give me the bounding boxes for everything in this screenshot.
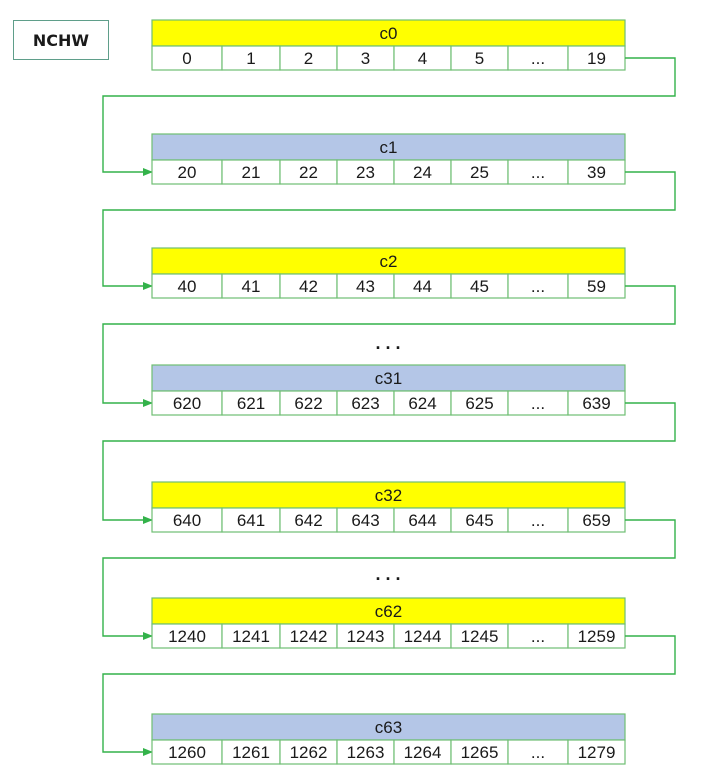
element-index: 3 — [360, 49, 371, 68]
element-index: 20 — [177, 163, 197, 182]
element-index: 622 — [294, 394, 323, 413]
channel-label: c31 — [374, 369, 403, 388]
element-index: 1240 — [168, 627, 206, 646]
element-index: 43 — [356, 277, 375, 296]
omitted-channels-ellipsis: . . . — [375, 333, 401, 353]
element-index: 24 — [413, 163, 432, 182]
element-index: 644 — [408, 511, 437, 530]
element-index: 40 — [177, 277, 197, 296]
element-index: 1244 — [403, 627, 442, 646]
element-index: 44 — [413, 277, 432, 296]
element-index: ... — [530, 743, 546, 762]
element-index: 1264 — [403, 743, 442, 762]
channel-label: c0 — [379, 24, 398, 43]
element-index: 639 — [582, 394, 611, 413]
element-index: 21 — [241, 163, 261, 182]
element-index: 0 — [182, 49, 192, 68]
element-index: 1245 — [460, 627, 499, 646]
layout-label: NCHW — [13, 20, 109, 60]
element-index: 641 — [236, 511, 266, 530]
element-index: 5 — [474, 49, 485, 68]
element-index: 19 — [587, 49, 606, 68]
element-index: 620 — [172, 394, 202, 413]
element-index: ... — [530, 49, 546, 68]
element-index: 625 — [465, 394, 494, 413]
element-index: 645 — [465, 511, 494, 530]
element-index: ... — [530, 163, 546, 182]
element-index: 624 — [408, 394, 437, 413]
element-index: 643 — [351, 511, 380, 530]
element-index: ... — [530, 627, 546, 646]
element-index: ... — [530, 277, 546, 296]
channel-label: c62 — [374, 602, 403, 621]
element-index: 45 — [470, 277, 489, 296]
element-index: 1259 — [577, 627, 616, 646]
element-index: 1263 — [346, 743, 385, 762]
element-index: 642 — [294, 511, 323, 530]
element-index: 22 — [299, 163, 318, 182]
element-index: 1243 — [346, 627, 385, 646]
element-index: 42 — [299, 277, 318, 296]
element-index: 2 — [303, 49, 314, 68]
element-index: 41 — [241, 277, 261, 296]
element-index: 1 — [246, 49, 256, 68]
channel-label: c1 — [379, 138, 398, 157]
omitted-channels-ellipsis: . . . — [375, 564, 401, 584]
element-index: ... — [530, 394, 546, 413]
element-index: ... — [530, 511, 546, 530]
element-index: 1265 — [460, 743, 499, 762]
element-index: 23 — [356, 163, 375, 182]
element-index: 623 — [351, 394, 380, 413]
element-index: 1262 — [289, 743, 328, 762]
element-index: 4 — [417, 49, 428, 68]
element-index: 39 — [587, 163, 606, 182]
element-index: 1260 — [168, 743, 206, 762]
channel-label: c2 — [379, 252, 398, 271]
element-index: 25 — [470, 163, 489, 182]
channel-label: c63 — [374, 718, 403, 737]
element-index: 1241 — [232, 627, 270, 646]
channel-label: c32 — [374, 486, 403, 505]
element-index: 1279 — [577, 743, 616, 762]
element-index: 621 — [236, 394, 266, 413]
element-index: 59 — [587, 277, 606, 296]
element-index: 1242 — [289, 627, 328, 646]
element-index: 640 — [172, 511, 202, 530]
element-index: 1261 — [232, 743, 270, 762]
element-index: 659 — [582, 511, 611, 530]
